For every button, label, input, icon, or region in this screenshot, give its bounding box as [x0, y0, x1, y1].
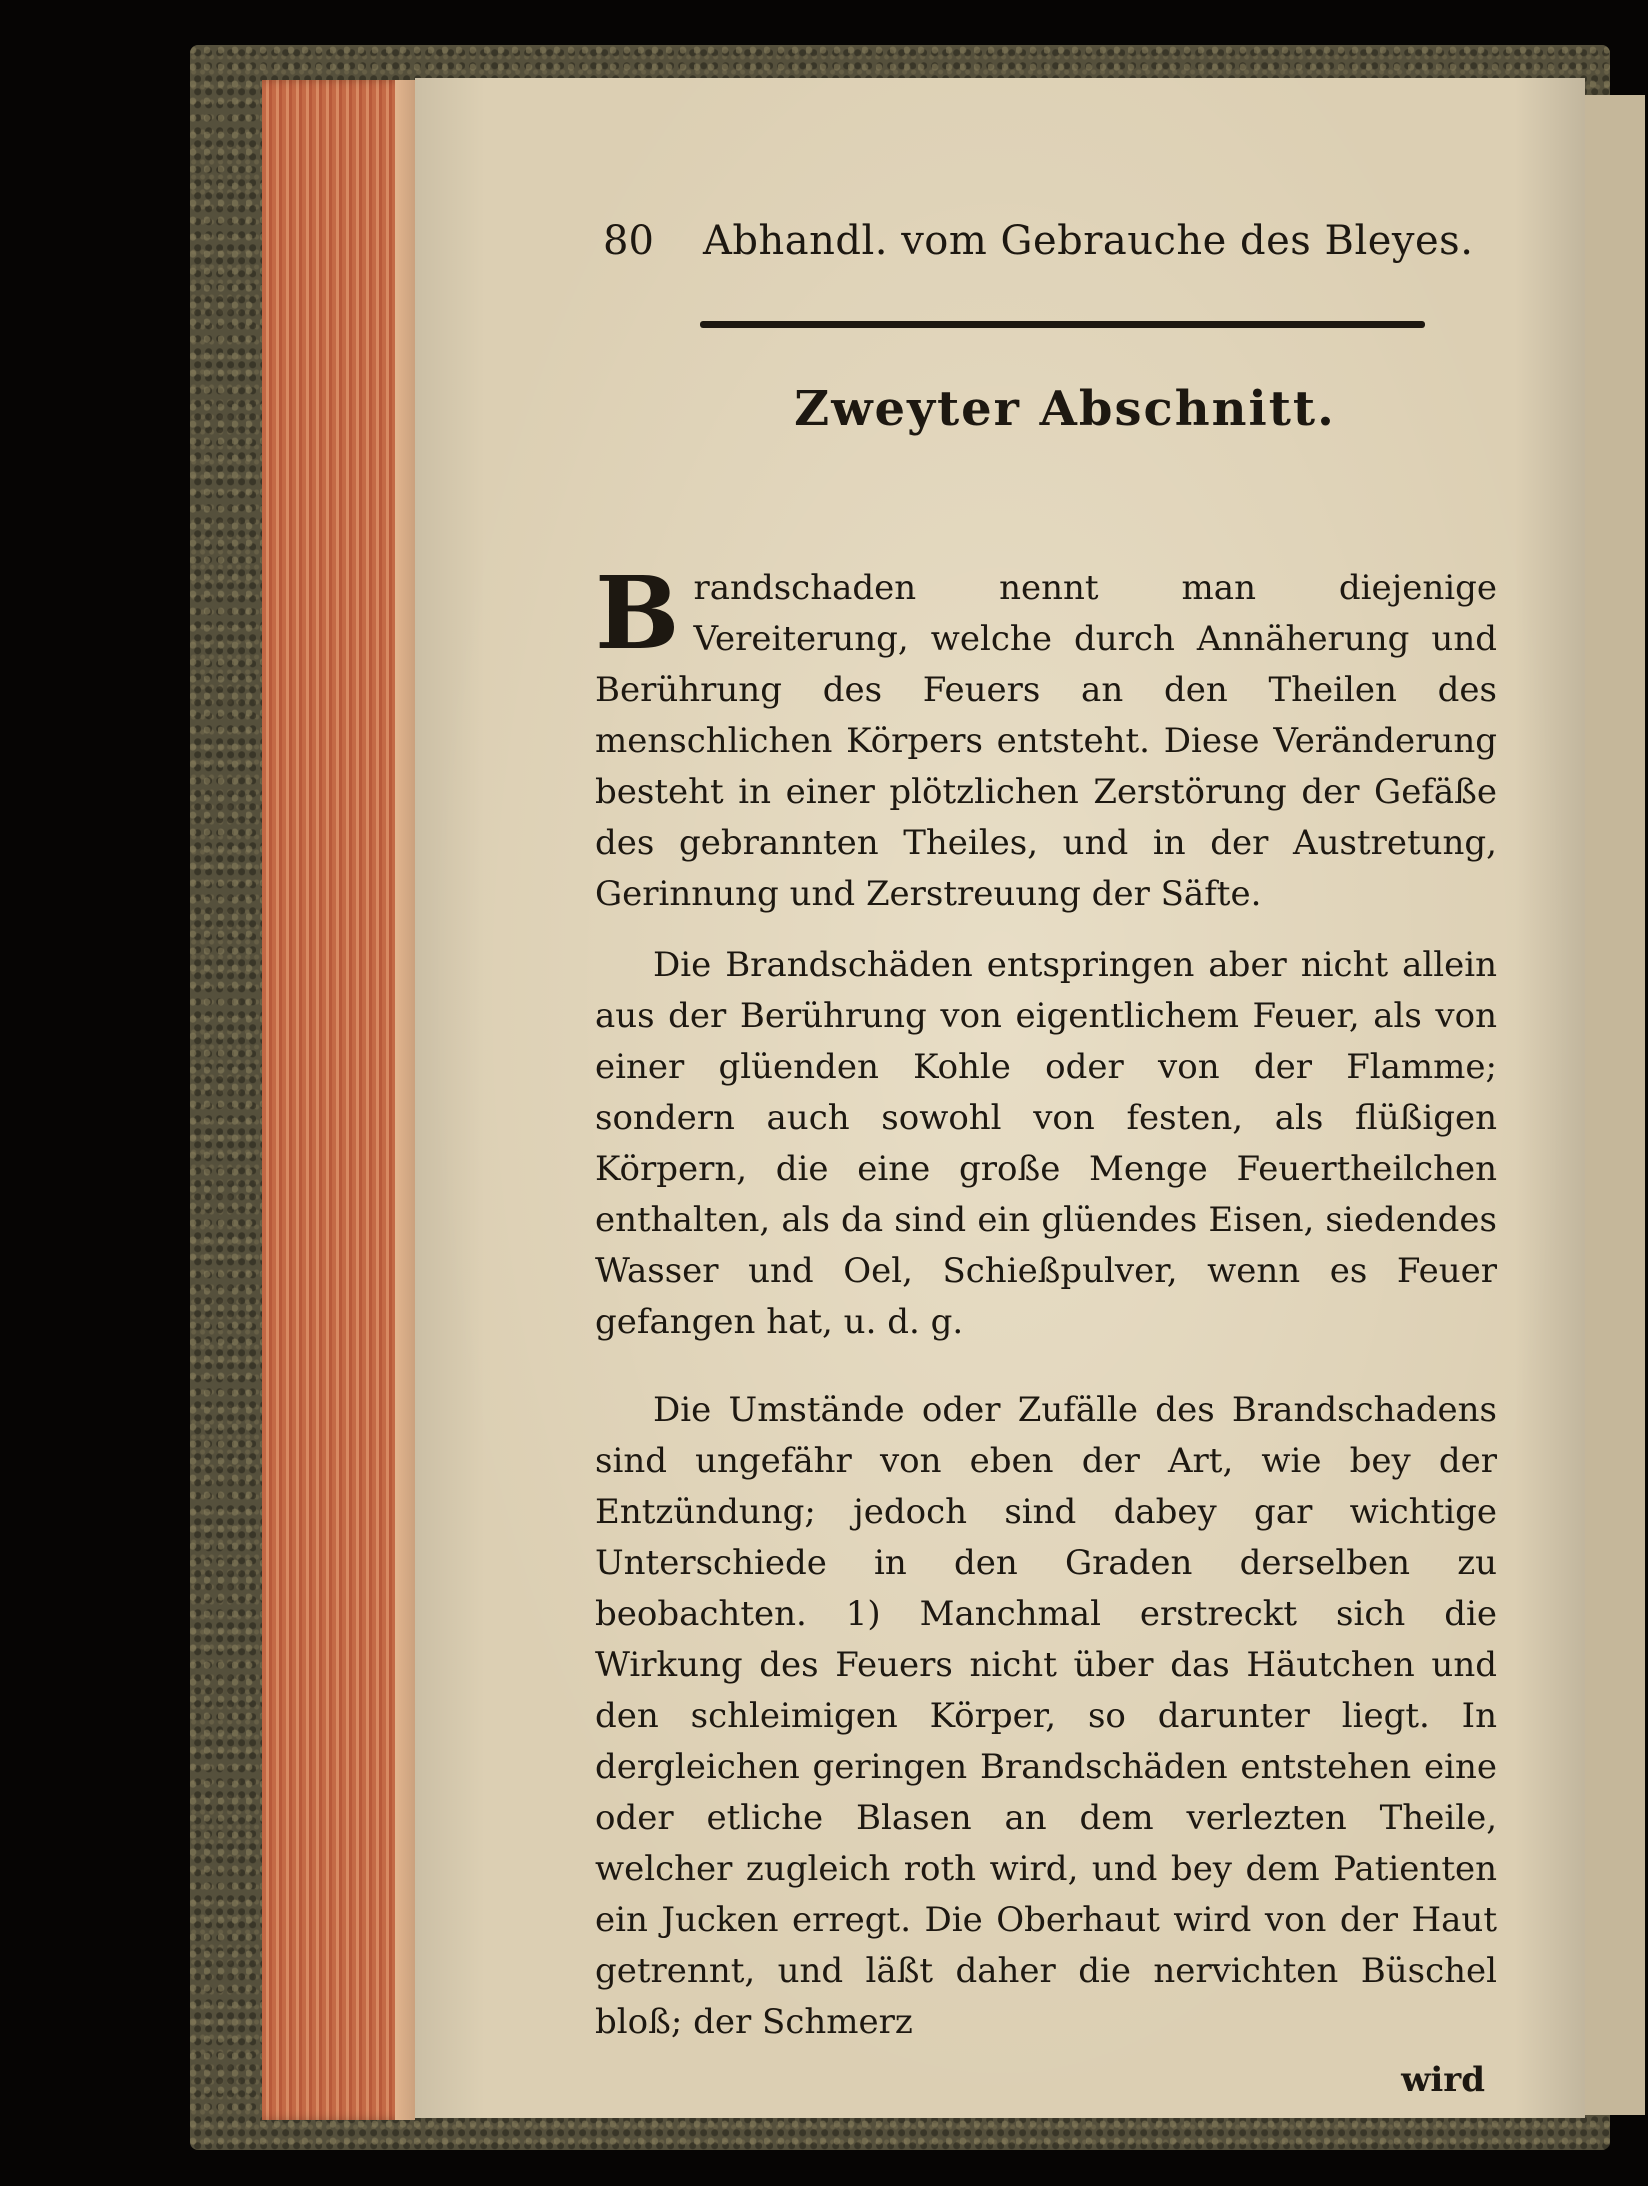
catchword: wird — [1401, 2060, 1485, 2100]
paragraph-2: Die Brandschäden entspringen aber nicht allein aus der Berührung von eigentlichem Feuer, als von einer glüenden Kohle oder von der Flamme; sondern auch sowohl von festen, als flüßigen Körpern, die eine große Menge Feuertheilchen enthalten, als da sind ein glüendes Eisen, siedendes Wasser und Oel, Schießpulver, wenn es Feuer gefangen hat, u. d. g. — [595, 945, 1497, 1342]
running-head: Abhandl. vom Gebrauche des Bleyes. — [703, 218, 1474, 264]
book-page — [415, 78, 1585, 2118]
page-edges — [262, 80, 414, 2120]
paragraph-1 — [595, 554, 1497, 920]
facing-page-strip — [1585, 95, 1645, 2115]
paragraph-1-text: randschaden nennt man diejenige Vereiterung, welche durch Annäherung und Berührung des Feuers an den Theilen des menschlichen Körpers entsteht. Diese Veränderung besteht in einer plötzlichen Zerstörung der Gefäße des gebrannten Theiles, und in der Austretung, Gerinnung und Zerstreuung der Säfte. — [595, 568, 1497, 914]
drop-cap: B — [595, 554, 680, 672]
section-heading: Zweyter Abschnitt. — [794, 381, 1336, 437]
header-rule — [700, 321, 1425, 328]
page-number: 80 — [603, 218, 654, 264]
paragraph-3: Die Umstände oder Zufälle des Brandschadens sind ungefähr von eben der Art, wie bey der Entzündung; jedoch sind dabey gar wichtige Unterschiede in den Graden derselben zu beobachten. 1) Manchmal erstreckt sich die Wirkung des Feuers nicht über das Häutchen und den schleimigen Körper, so darunter liegt. In dergleichen geringen Brandschäden entstehen eine oder etliche Blasen an dem verlezten Theile, welcher zugleich roth wird, und bey dem Patienten ein Jucken erregt. Die Oberhaut wird von der Haut getrennt, und läßt daher die nervichten Büschel bloß; der Schmerz — [595, 1390, 1497, 2042]
page-edges-inner — [395, 80, 415, 2120]
page-header — [603, 218, 1474, 278]
